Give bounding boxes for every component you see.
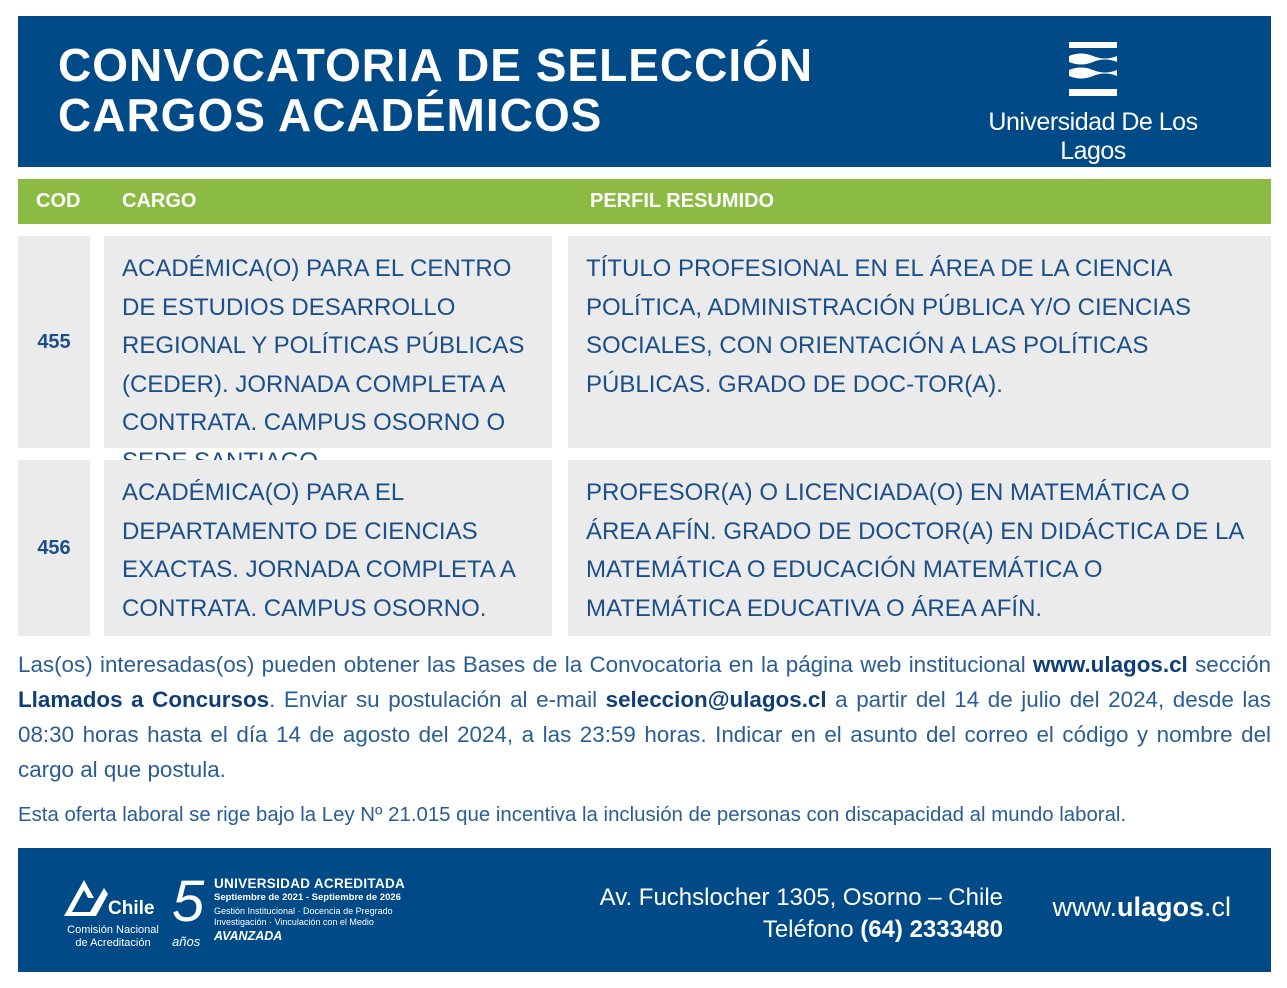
application-instructions bbox=[18, 647, 1271, 787]
acred-title: UNIVERSIDAD ACREDITADA bbox=[214, 876, 406, 891]
footer-website-link[interactable] bbox=[1052, 892, 1231, 923]
phone-line bbox=[600, 914, 1003, 946]
waves-logo-icon bbox=[1069, 42, 1117, 100]
footer-banner bbox=[18, 848, 1271, 972]
perfil-cell: TÍTULO PROFESIONAL EN EL ÁREA DE LA CIENCIA POLÍTICA, ADMINISTRACIÓN PÚBLICA Y/O CIENCIAS SOCIALES, CON ORIENTACIÓN A LAS POLÍTICAS PÚBLICAS. GRADO DE DOC-TOR(A). bbox=[568, 236, 1271, 448]
instructions-text: sección bbox=[1187, 652, 1272, 677]
cna-name bbox=[58, 924, 168, 950]
cna-line: Comisión Nacional bbox=[67, 924, 159, 936]
legal-note: Esta oferta laboral se rige bajo la Ley Nº 21.015 que incentiva la inclusión de personas con discapacidad al mundo laboral. bbox=[18, 804, 1127, 826]
cargo-cell: ACADÉMICA(O) PARA EL DEPARTAMENTO DE CIENCIAS EXACTAS. JORNADA COMPLETA A CONTRATA. CAMPUS OSORNO. bbox=[104, 460, 552, 636]
accreditation-years: 5 bbox=[172, 869, 205, 934]
website-link[interactable]: www.ulagos.cl bbox=[1033, 652, 1188, 677]
cod-cell: 456 bbox=[18, 460, 90, 636]
cna-line: de Acreditación bbox=[75, 937, 151, 949]
table-header bbox=[18, 179, 1271, 224]
cargo-cell: ACADÉMICA(O) PARA EL CENTRO DE ESTUDIOS DESARROLLO REGIONAL Y POLÍTICAS PÚBLICAS (CEDER). JORNADA COMPLETA A CONTRATA. CAMPUS OSORNO O bbox=[104, 236, 552, 448]
title-line-1: CONVOCATORIA DE SELECCIÓN bbox=[58, 39, 814, 91]
acred-area-line: Gestión Institucional · Docencia de Pregrado bbox=[214, 906, 393, 916]
acred-areas bbox=[214, 906, 405, 927]
cna-brand: Chile bbox=[108, 898, 155, 919]
perfil-cell: PROFESOR(A) O LICENCIADA(O) EN MATEMÁTICA O ÁREA AFÍN. GRADO DE DOCTOR(A) EN DIDÁCTICA DE LA MATEMÁTICA O EDUCACIÓN MATEMÁTICA O MATEMÁTICA EDUCATIVA O ÁREA AFÍN. bbox=[568, 460, 1271, 636]
accreditation-years-label: años bbox=[172, 934, 201, 949]
accreditation-badge bbox=[214, 878, 405, 942]
instructions-text: . Enviar su postulación al e-mail bbox=[269, 687, 606, 712]
phone-number[interactable]: (64) 2333480 bbox=[860, 916, 1003, 943]
section-name: Llamados a Concursos bbox=[18, 687, 270, 712]
university-name: Universidad De Los Lagos bbox=[988, 108, 1198, 165]
phone-label: Teléfono bbox=[762, 916, 861, 943]
acred-area-line: Investigación · Vinculación con el Medio bbox=[214, 916, 374, 927]
acred-dates: Septiembre de 2021 - Septiembre de 2026 bbox=[214, 892, 401, 903]
web-domain: ulagos bbox=[1116, 892, 1204, 922]
cna-logo bbox=[58, 878, 158, 948]
instructions-text: Las(os) interesadas(os) pueden obtener las Bases de la Convocatoria en la página web institucional bbox=[18, 652, 1034, 677]
title-line-2: CARGOS ACADÉMICOS bbox=[58, 89, 603, 141]
page-title bbox=[58, 40, 813, 140]
col-header-perfil: PERFIL RESUMIDO bbox=[590, 190, 775, 212]
header-banner bbox=[18, 16, 1271, 167]
col-header-cod: COD bbox=[36, 190, 81, 212]
acred-level: AVANZADA bbox=[214, 929, 283, 943]
cod-cell: 455 bbox=[18, 236, 90, 448]
col-header-cargo: CARGO bbox=[122, 190, 197, 212]
address: Av. Fuchslocher 1305, Osorno – Chile bbox=[599, 884, 1003, 911]
email-link[interactable]: seleccion@ulagos.cl bbox=[605, 687, 827, 712]
web-prefix: www. bbox=[1052, 892, 1117, 922]
instructions-text: a partir del 14 de julio del 2024, desde las 08:30 horas hasta el día 14 de agosto del 2024, a las 23:59 horas. Indicar en el asunto del correo el código y nombre del cargo al que postula. bbox=[18, 687, 1271, 782]
web-suffix: .cl bbox=[1204, 892, 1231, 922]
university-logo bbox=[963, 38, 1223, 165]
contact-info bbox=[600, 882, 1003, 946]
